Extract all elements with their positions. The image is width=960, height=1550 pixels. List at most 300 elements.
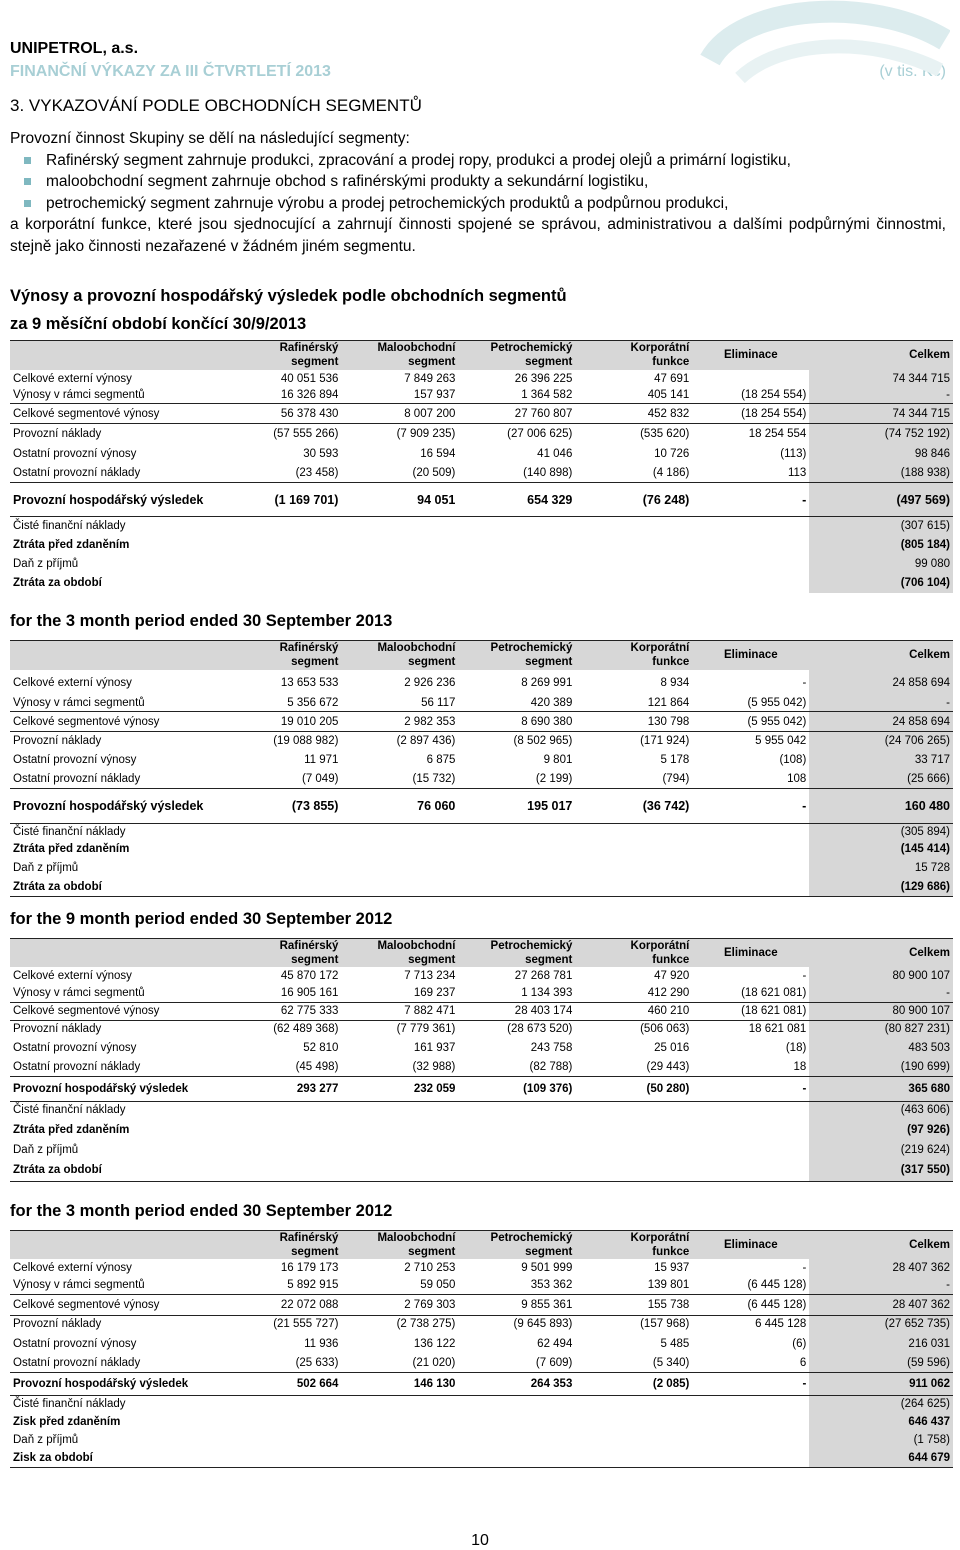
block-subtitle: za 9 měsíční období končící 30/9/2013 bbox=[10, 315, 307, 333]
value-cell: (18 254 554) bbox=[692, 404, 809, 424]
value-cell bbox=[692, 1119, 809, 1141]
value-cell: 7 713 234 bbox=[404, 970, 456, 982]
row-label: Celkové segmentové výnosy bbox=[10, 712, 224, 732]
square-bullet-icon bbox=[24, 200, 31, 207]
value-cell bbox=[341, 878, 458, 897]
table-row bbox=[10, 789, 953, 824]
value-cell: 74 344 715 bbox=[809, 404, 953, 424]
value-cell: 45 870 172 bbox=[280, 970, 339, 982]
value-cell: 74 344 715 bbox=[809, 370, 953, 388]
currency-unit: (v tis. Kč) bbox=[879, 63, 946, 80]
value-cell: 161 937 bbox=[413, 1042, 456, 1054]
value-cell: 6 bbox=[799, 1356, 807, 1369]
value-cell bbox=[341, 1159, 458, 1181]
table-row bbox=[10, 404, 953, 424]
value-cell bbox=[224, 555, 341, 574]
closing-text: a korporátní funkce, které jsou sjednocující a zahrnují činnosti spojené se správou, administrativou a dalšími podpůrnými činnostmi, stejně jako činnosti nezařazené v žádném jiném segmentu. bbox=[10, 216, 946, 255]
value-cell: 216 031 bbox=[809, 1333, 953, 1354]
table-row bbox=[10, 1449, 953, 1467]
value-cell: (27 652 735) bbox=[809, 1315, 953, 1333]
value-cell bbox=[341, 1119, 458, 1141]
value-cell: 502 664 bbox=[224, 1372, 341, 1395]
value-cell: (2 085) bbox=[575, 1372, 692, 1395]
block-title: Výnosy a provozní hospodářský výsledek podle obchodních segmentů bbox=[10, 287, 567, 305]
value-cell: 6 875 bbox=[426, 754, 456, 766]
value-cell bbox=[458, 878, 575, 897]
value-cell: 108 bbox=[787, 772, 807, 785]
value-cell: - bbox=[692, 1372, 809, 1395]
value-cell: - bbox=[692, 789, 809, 824]
value-cell bbox=[458, 1159, 575, 1181]
column-header: Maloobchodní segment bbox=[341, 939, 458, 968]
value-cell: 2 982 353 bbox=[341, 712, 458, 732]
row-label: Ostatní provozní náklady bbox=[13, 772, 141, 785]
value-cell: 160 480 bbox=[809, 789, 953, 824]
row-label: Výnosy v rámci segmentů bbox=[13, 1279, 145, 1292]
value-cell: 5 485 bbox=[660, 1337, 690, 1350]
column-header: Rafinérský segment bbox=[224, 939, 341, 968]
value-cell: (140 898) bbox=[523, 466, 573, 479]
value-cell bbox=[692, 878, 809, 897]
table-row bbox=[10, 555, 953, 574]
value-cell: - bbox=[809, 1277, 953, 1294]
value-cell: (21 020) bbox=[412, 1356, 456, 1369]
value-cell: 195 017 bbox=[458, 789, 575, 824]
value-cell: (145 414) bbox=[809, 840, 953, 859]
value-cell: 2 769 303 bbox=[341, 1294, 458, 1315]
table-row bbox=[10, 1038, 953, 1058]
segment-table bbox=[10, 938, 953, 1182]
row-label: Ostatní provozní náklady bbox=[13, 1060, 141, 1073]
value-cell: 18 621 081 bbox=[692, 1020, 809, 1038]
row-label: Zisk za období bbox=[10, 1449, 224, 1467]
segment-table bbox=[10, 640, 953, 897]
value-cell: (805 184) bbox=[809, 536, 953, 555]
value-cell: (305 894) bbox=[809, 824, 953, 840]
value-cell bbox=[341, 536, 458, 555]
value-cell bbox=[224, 536, 341, 555]
value-cell: (157 968) bbox=[575, 1315, 692, 1333]
value-cell bbox=[458, 1449, 575, 1467]
value-cell: (18 621 081) bbox=[741, 987, 807, 1000]
value-cell: (59 596) bbox=[809, 1354, 953, 1372]
row-label: Celkové externí výnosy bbox=[13, 676, 132, 689]
value-cell: 169 237 bbox=[413, 987, 456, 1000]
bullet-item: Rafinérský segment zahrnuje produkci, zpracování a prodej ropy, produkci a prodej olejů a primární logistiku, bbox=[10, 150, 946, 172]
table-row bbox=[10, 517, 953, 536]
value-cell: 7 882 471 bbox=[341, 1002, 458, 1020]
column-header: Korporátní funkce bbox=[575, 341, 692, 370]
value-cell: 28 403 174 bbox=[458, 1002, 575, 1020]
value-cell: 5 178 bbox=[660, 754, 690, 766]
square-bullet-icon bbox=[24, 157, 31, 164]
value-cell: (8 502 965) bbox=[458, 732, 575, 751]
row-label: Ostatní provozní výnosy bbox=[13, 1042, 137, 1054]
value-cell: (7 779 361) bbox=[341, 1020, 458, 1038]
value-cell bbox=[575, 1159, 692, 1181]
value-cell: 9 801 bbox=[543, 754, 573, 766]
segment-table bbox=[10, 340, 953, 593]
value-cell: (497 569) bbox=[809, 483, 953, 517]
value-cell: 264 353 bbox=[458, 1372, 575, 1395]
value-cell: (45 498) bbox=[295, 1060, 339, 1073]
value-cell bbox=[224, 1449, 341, 1467]
value-cell bbox=[458, 555, 575, 574]
value-cell: (23 458) bbox=[295, 466, 339, 479]
value-cell bbox=[575, 1395, 692, 1413]
column-header: Korporátní funkce bbox=[575, 1231, 692, 1260]
value-cell: 15 728 bbox=[809, 859, 953, 878]
table-row bbox=[10, 751, 953, 770]
value-cell bbox=[692, 370, 809, 388]
value-cell: 8 934 bbox=[660, 676, 690, 689]
value-cell: 26 396 225 bbox=[514, 372, 573, 385]
value-cell: 16 179 173 bbox=[280, 1262, 339, 1274]
value-cell bbox=[575, 840, 692, 859]
value-cell bbox=[458, 536, 575, 555]
value-cell: (6) bbox=[792, 1337, 807, 1350]
value-cell: 8 690 380 bbox=[458, 712, 575, 732]
table-row bbox=[10, 1413, 953, 1431]
column-header: Maloobchodní segment bbox=[341, 341, 458, 370]
row-label: Provozní náklady bbox=[10, 1020, 224, 1038]
value-cell: (21 555 727) bbox=[224, 1315, 341, 1333]
value-cell: (19 088 982) bbox=[224, 732, 341, 751]
table-title: for the 3 month period ended 30 September 2012 bbox=[10, 1202, 393, 1220]
column-header: Maloobchodní segment bbox=[341, 641, 458, 670]
value-cell: 5 955 042 bbox=[692, 732, 809, 751]
value-cell: 1 134 393 bbox=[521, 987, 573, 1000]
report-subtitle: FINANČNÍ VÝKAZY ZA III ČTVRTLETÍ 2013 bbox=[10, 63, 331, 80]
value-cell: (36 742) bbox=[575, 789, 692, 824]
table-row bbox=[10, 859, 953, 878]
value-cell: 18 bbox=[793, 1060, 807, 1073]
table-row bbox=[10, 732, 953, 751]
column-header: Celkem bbox=[809, 341, 953, 370]
value-cell: 99 080 bbox=[809, 555, 953, 574]
value-cell: 6 445 128 bbox=[692, 1315, 809, 1333]
value-cell: 28 407 362 bbox=[809, 1259, 953, 1277]
value-cell: 56 378 430 bbox=[224, 404, 341, 424]
value-cell bbox=[692, 824, 809, 840]
value-cell: (108) bbox=[779, 754, 807, 766]
value-cell: 8 269 991 bbox=[521, 676, 573, 689]
column-header: Rafinérský segment bbox=[224, 1231, 341, 1260]
row-label: Daň z příjmů bbox=[13, 1144, 79, 1156]
value-cell: (317 550) bbox=[809, 1159, 953, 1181]
value-cell bbox=[575, 517, 692, 536]
row-label: Ostatní provozní výnosy bbox=[13, 1337, 137, 1350]
value-cell bbox=[692, 1101, 809, 1119]
value-cell bbox=[458, 1119, 575, 1141]
value-cell: 11 971 bbox=[304, 754, 339, 766]
intro-text: Provozní činnost Skupiny se dělí na následující segmenty: bbox=[10, 130, 410, 147]
value-cell: 25 016 bbox=[654, 1042, 690, 1054]
value-cell: (129 686) bbox=[809, 878, 953, 897]
table-row bbox=[10, 696, 953, 712]
value-cell bbox=[575, 536, 692, 555]
header-blank bbox=[10, 1231, 224, 1260]
value-cell bbox=[575, 1141, 692, 1159]
value-cell bbox=[692, 1431, 809, 1449]
value-cell: 10 726 bbox=[654, 447, 690, 460]
value-cell: (80 827 231) bbox=[809, 1020, 953, 1038]
table-row bbox=[10, 1101, 953, 1119]
value-cell: (28 673 520) bbox=[458, 1020, 575, 1038]
value-cell: (535 620) bbox=[575, 424, 692, 444]
value-cell: (190 699) bbox=[809, 1058, 953, 1076]
value-cell bbox=[458, 1101, 575, 1119]
value-cell bbox=[692, 536, 809, 555]
value-cell: 27 760 807 bbox=[458, 404, 575, 424]
row-label: Výnosy v rámci segmentů bbox=[13, 697, 145, 710]
value-cell bbox=[224, 1141, 341, 1159]
value-cell bbox=[224, 1159, 341, 1181]
value-cell: 232 059 bbox=[341, 1076, 458, 1101]
value-cell: (25 633) bbox=[295, 1356, 339, 1369]
column-header: Petrochemický segment bbox=[458, 939, 575, 968]
value-cell bbox=[575, 555, 692, 574]
value-cell: (188 938) bbox=[809, 464, 953, 483]
table-row bbox=[10, 1333, 953, 1354]
table-row bbox=[10, 1431, 953, 1449]
row-label: Daň z příjmů bbox=[13, 558, 79, 570]
table-row bbox=[10, 824, 953, 840]
table-row bbox=[10, 1159, 953, 1181]
row-label: Provozní náklady bbox=[10, 424, 224, 444]
row-label: Ostatní provozní výnosy bbox=[13, 447, 137, 460]
row-label: Provozní náklady bbox=[10, 732, 224, 751]
value-cell bbox=[458, 840, 575, 859]
value-cell bbox=[224, 517, 341, 536]
column-header: Eliminace bbox=[692, 641, 809, 670]
value-cell bbox=[692, 840, 809, 859]
value-cell: (74 752 192) bbox=[809, 424, 953, 444]
value-cell bbox=[341, 859, 458, 878]
table-row bbox=[10, 712, 953, 732]
header-blank bbox=[10, 641, 224, 670]
value-cell: 27 268 781 bbox=[514, 970, 573, 982]
value-cell: 16 326 894 bbox=[280, 389, 339, 402]
value-cell: 24 858 694 bbox=[809, 712, 953, 732]
row-label: Ztráta před zdaněním bbox=[13, 1124, 130, 1136]
value-cell bbox=[341, 1141, 458, 1159]
table-row bbox=[10, 424, 953, 444]
value-cell: (171 924) bbox=[575, 732, 692, 751]
value-cell bbox=[458, 1431, 575, 1449]
value-cell: 28 407 362 bbox=[809, 1294, 953, 1315]
section-intro bbox=[10, 128, 946, 257]
value-cell: (29 443) bbox=[646, 1060, 690, 1073]
column-header: Celkem bbox=[809, 1231, 953, 1260]
value-cell bbox=[692, 1413, 809, 1431]
value-cell: 130 798 bbox=[575, 712, 692, 732]
table-row bbox=[10, 670, 953, 696]
row-label: Ztráta před zdaněním bbox=[13, 539, 130, 551]
row-label: Daň z příjmů bbox=[13, 1434, 79, 1446]
value-cell: - bbox=[809, 388, 953, 404]
value-cell: 155 738 bbox=[575, 1294, 692, 1315]
value-cell bbox=[341, 840, 458, 859]
value-cell bbox=[224, 824, 341, 840]
row-label: Čisté finanční náklady bbox=[10, 1101, 224, 1119]
segment-bullet-list bbox=[10, 150, 946, 215]
value-cell bbox=[341, 1449, 458, 1467]
column-header: Eliminace bbox=[692, 939, 809, 968]
header-blank bbox=[10, 939, 224, 968]
value-cell: (82 788) bbox=[529, 1060, 573, 1073]
value-cell: (2 738 275) bbox=[341, 1315, 458, 1333]
value-cell bbox=[692, 1395, 809, 1413]
row-label: Ztráta za období bbox=[10, 878, 224, 897]
row-label: Výnosy v rámci segmentů bbox=[13, 389, 145, 402]
value-cell: 460 210 bbox=[575, 1002, 692, 1020]
value-cell: (109 376) bbox=[458, 1076, 575, 1101]
segment-table bbox=[10, 1230, 953, 1468]
value-cell bbox=[458, 824, 575, 840]
value-cell: 644 679 bbox=[809, 1449, 953, 1467]
value-cell: (18 254 554) bbox=[741, 389, 807, 402]
value-cell: 646 437 bbox=[809, 1413, 953, 1431]
table-row bbox=[10, 1354, 953, 1372]
value-cell: - bbox=[802, 970, 807, 982]
value-cell bbox=[341, 824, 458, 840]
value-cell bbox=[692, 555, 809, 574]
row-label: Zisk před zdaněním bbox=[13, 1416, 121, 1428]
value-cell: (6 445 128) bbox=[747, 1279, 807, 1292]
row-label: Čisté finanční náklady bbox=[10, 517, 224, 536]
value-cell: 1 364 582 bbox=[521, 389, 573, 402]
value-cell: 47 691 bbox=[654, 372, 690, 385]
value-cell: (5 340) bbox=[652, 1356, 690, 1369]
value-cell: 243 758 bbox=[530, 1042, 573, 1054]
table-row bbox=[10, 370, 953, 388]
row-label: Ostatní provozní náklady bbox=[13, 1356, 141, 1369]
table-row bbox=[10, 483, 953, 517]
value-cell: 18 254 554 bbox=[692, 424, 809, 444]
row-label: Celkové externí výnosy bbox=[13, 1262, 132, 1274]
column-header: Eliminace bbox=[692, 341, 809, 370]
value-cell: 22 072 088 bbox=[224, 1294, 341, 1315]
value-cell: - bbox=[802, 1262, 807, 1274]
value-cell: (794) bbox=[662, 772, 690, 785]
table-row bbox=[10, 967, 953, 985]
row-label: Čisté finanční náklady bbox=[10, 824, 224, 840]
value-cell bbox=[458, 1413, 575, 1431]
value-cell: 16 905 161 bbox=[280, 987, 339, 1000]
value-cell bbox=[341, 1413, 458, 1431]
table-row bbox=[10, 985, 953, 1002]
value-cell: 76 060 bbox=[341, 789, 458, 824]
value-cell: 911 062 bbox=[809, 1372, 953, 1395]
value-cell bbox=[692, 859, 809, 878]
table-row bbox=[10, 574, 953, 593]
value-cell: 62 494 bbox=[537, 1337, 573, 1350]
column-header: Celkem bbox=[809, 641, 953, 670]
table-row bbox=[10, 770, 953, 789]
value-cell: 9 855 361 bbox=[458, 1294, 575, 1315]
row-label: Celkové externí výnosy bbox=[13, 970, 132, 982]
column-header: Eliminace bbox=[692, 1231, 809, 1260]
row-label: Provozní hospodářský výsledek bbox=[10, 1372, 224, 1395]
value-cell: 139 801 bbox=[647, 1279, 690, 1292]
value-cell: 24 858 694 bbox=[809, 670, 953, 696]
value-cell: 365 680 bbox=[809, 1076, 953, 1101]
value-cell bbox=[692, 517, 809, 536]
table-title: for the 3 month period ended 30 September 2013 bbox=[10, 612, 393, 630]
value-cell: (7 909 235) bbox=[341, 424, 458, 444]
table-row bbox=[10, 1119, 953, 1141]
value-cell: 47 920 bbox=[654, 970, 690, 982]
value-cell: (62 489 368) bbox=[224, 1020, 341, 1038]
value-cell: 19 010 205 bbox=[224, 712, 341, 732]
value-cell bbox=[575, 824, 692, 840]
column-header: Korporátní funkce bbox=[575, 641, 692, 670]
value-cell: (264 625) bbox=[809, 1395, 953, 1413]
value-cell bbox=[224, 840, 341, 859]
value-cell: (4 186) bbox=[652, 466, 690, 479]
value-cell: 80 900 107 bbox=[809, 1002, 953, 1020]
value-cell bbox=[224, 878, 341, 897]
value-cell: 5 892 915 bbox=[287, 1279, 339, 1292]
value-cell bbox=[458, 517, 575, 536]
value-cell: 405 141 bbox=[647, 389, 690, 402]
value-cell: 98 846 bbox=[809, 444, 953, 464]
value-cell bbox=[224, 1395, 341, 1413]
value-cell: 41 046 bbox=[537, 447, 573, 460]
table-row bbox=[10, 1294, 953, 1315]
value-cell: 121 864 bbox=[647, 697, 690, 710]
table-row bbox=[10, 1002, 953, 1020]
value-cell bbox=[224, 1101, 341, 1119]
value-cell: (307 615) bbox=[809, 517, 953, 536]
value-cell: 80 900 107 bbox=[809, 967, 953, 985]
row-label: Provozní hospodářský výsledek bbox=[10, 789, 224, 824]
value-cell bbox=[575, 1101, 692, 1119]
row-label: Čisté finanční náklady bbox=[10, 1395, 224, 1413]
value-cell: 5 356 672 bbox=[287, 697, 339, 710]
row-label: Ztráta za období bbox=[13, 577, 102, 589]
table-row bbox=[10, 1372, 953, 1395]
table-row bbox=[10, 840, 953, 859]
table-row bbox=[10, 1076, 953, 1101]
value-cell: (57 555 266) bbox=[224, 424, 341, 444]
value-cell: 13 653 533 bbox=[280, 676, 339, 689]
value-cell bbox=[224, 1413, 341, 1431]
value-cell: 353 362 bbox=[530, 1279, 573, 1292]
value-cell: 157 937 bbox=[413, 389, 456, 402]
value-cell: (18 621 081) bbox=[692, 1002, 809, 1020]
value-cell bbox=[575, 1431, 692, 1449]
table-row bbox=[10, 1058, 953, 1076]
value-cell: 136 122 bbox=[413, 1337, 456, 1350]
value-cell bbox=[341, 517, 458, 536]
column-header: Celkem bbox=[809, 939, 953, 968]
value-cell: (20 509) bbox=[412, 466, 456, 479]
value-cell: 94 051 bbox=[341, 483, 458, 517]
column-header: Petrochemický segment bbox=[458, 641, 575, 670]
row-label: Celkové segmentové výnosy bbox=[10, 404, 224, 424]
bullet-item: petrochemický segment zahrnuje výrobu a prodej petrochemických produktů a podpůrnou produkci, bbox=[10, 193, 946, 215]
table-row bbox=[10, 444, 953, 464]
value-cell: 11 936 bbox=[304, 1337, 339, 1350]
value-cell: 40 051 536 bbox=[280, 372, 339, 385]
value-cell bbox=[224, 574, 341, 593]
value-cell bbox=[458, 1395, 575, 1413]
value-cell bbox=[341, 1395, 458, 1413]
value-cell: (706 104) bbox=[809, 574, 953, 593]
value-cell: (18) bbox=[785, 1042, 807, 1054]
